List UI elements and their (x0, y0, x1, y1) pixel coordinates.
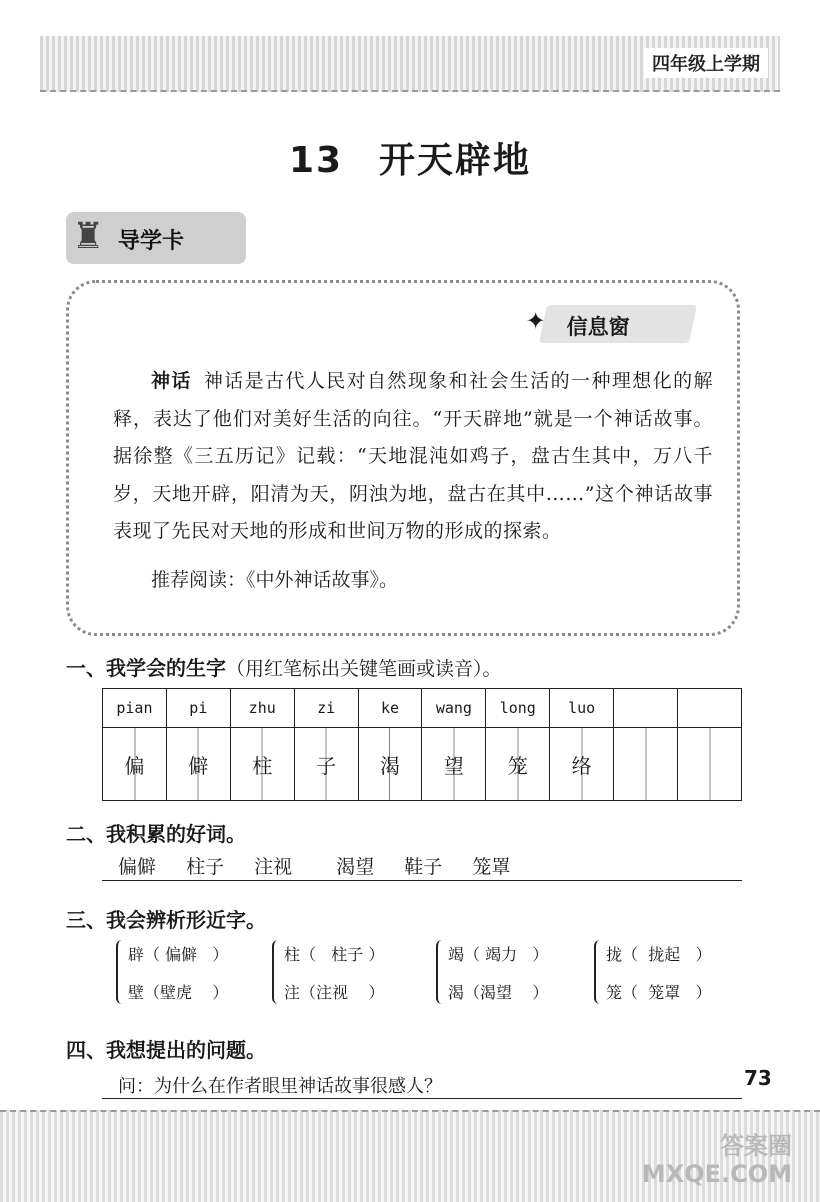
question-text: 问：为什么在作者眼里神话故事很感人？ (118, 1076, 442, 1097)
answer-line (102, 880, 742, 881)
word-item: 偏僻 (118, 856, 157, 878)
info-window-box (66, 280, 740, 636)
character-cell: 子 (294, 728, 358, 801)
info-paragraph (113, 363, 713, 551)
character-cell: 络 (550, 728, 614, 801)
pinyin-cell: pi (166, 689, 230, 728)
character-row (103, 728, 742, 801)
character-cell (678, 728, 742, 801)
good-words-list (118, 852, 524, 879)
similar-char-group: 柱（ 柱子 ） 注（注视 ） (272, 940, 422, 1008)
page-number: 73 (744, 1066, 772, 1090)
pinyin-row (103, 689, 742, 728)
footer-band (0, 1110, 820, 1202)
brace (116, 940, 126, 1004)
section-4-heading: 四、我想提出的问题。 (66, 1038, 266, 1062)
guide-card-label: 导学卡 (118, 229, 185, 254)
grade-label: 四年级上学期 (644, 48, 768, 78)
similar-char-group: 辟（ 偏僻 ） 壁（壁虎 ） (116, 940, 266, 1008)
word-item: 渴望 (336, 856, 375, 878)
character-cell: 柱 (230, 728, 294, 801)
character-cell: 偏 (103, 728, 167, 801)
lamp-icon: ♜ (72, 216, 105, 257)
info-body: 神话是古代人民对自然现象和社会生活的一种理想化的解释，表达了他们对美好生活的向往。“开天辟地”就是一个神话故事。据徐整《三五历记》记载：“天地混沌如鸡子，盘古生其中，万八千岁，天地开辟，阳清为天，阴浊为地，盘古在其中……”这个神话故事表现了先民对天地的形成和世间万物的形成的探索。 (113, 370, 713, 542)
word-item: 鞋子 (404, 856, 443, 878)
pinyin-cell (614, 689, 678, 728)
character-cell: 望 (422, 728, 486, 801)
answer-line (102, 1098, 742, 1099)
section-1-note: （用红笔标出关键笔画或读音）。 (226, 658, 502, 680)
guide-card-tab (66, 212, 246, 264)
new-characters-table (102, 688, 742, 801)
section-2-heading: 二、我积累的好词。 (66, 822, 246, 846)
character-cell: 僻 (166, 728, 230, 801)
character-cell (614, 728, 678, 801)
pinyin-cell: ke (358, 689, 422, 728)
word-item: 笼罩 (472, 856, 511, 878)
watermark-logo: 答案圈 MXQE.COM (641, 1132, 792, 1188)
section-1-heading: 一、我学会的生字（用红笔标出关键笔画或读音）。 (66, 656, 502, 680)
lesson-title (0, 132, 820, 183)
recommended-reading: 推荐阅读：《中外神话故事》。 (151, 569, 399, 591)
pinyin-cell: pian (103, 689, 167, 728)
lesson-name: 开天辟地 (379, 140, 532, 181)
pinyin-cell: zi (294, 689, 358, 728)
word-item: 柱子 (186, 856, 225, 878)
section-3-heading: 三、我会辨析形近字。 (66, 908, 266, 932)
pinyin-cell: wang (422, 689, 486, 728)
brace (272, 940, 282, 1004)
similar-char-group: 竭（ 竭力 ） 渴（渴望 ） (436, 940, 586, 1008)
character-cell: 笼 (486, 728, 550, 801)
brace (436, 940, 446, 1004)
lesson-number: 13 (288, 140, 344, 181)
info-window-title: ✦ 信息窗 (539, 305, 697, 343)
info-term: 神话 (151, 370, 192, 392)
pinyin-cell: zhu (230, 689, 294, 728)
pinyin-cell: long (486, 689, 550, 728)
star-icon: ✦ (525, 307, 546, 335)
character-cell: 渴 (358, 728, 422, 801)
word-item: 注视 (254, 856, 293, 878)
pinyin-cell (678, 689, 742, 728)
similar-char-group: 拢（ 拢起 ） 笼（ 笼罩 ） (594, 940, 744, 1008)
pinyin-cell: luo (550, 689, 614, 728)
brace (594, 940, 604, 1004)
